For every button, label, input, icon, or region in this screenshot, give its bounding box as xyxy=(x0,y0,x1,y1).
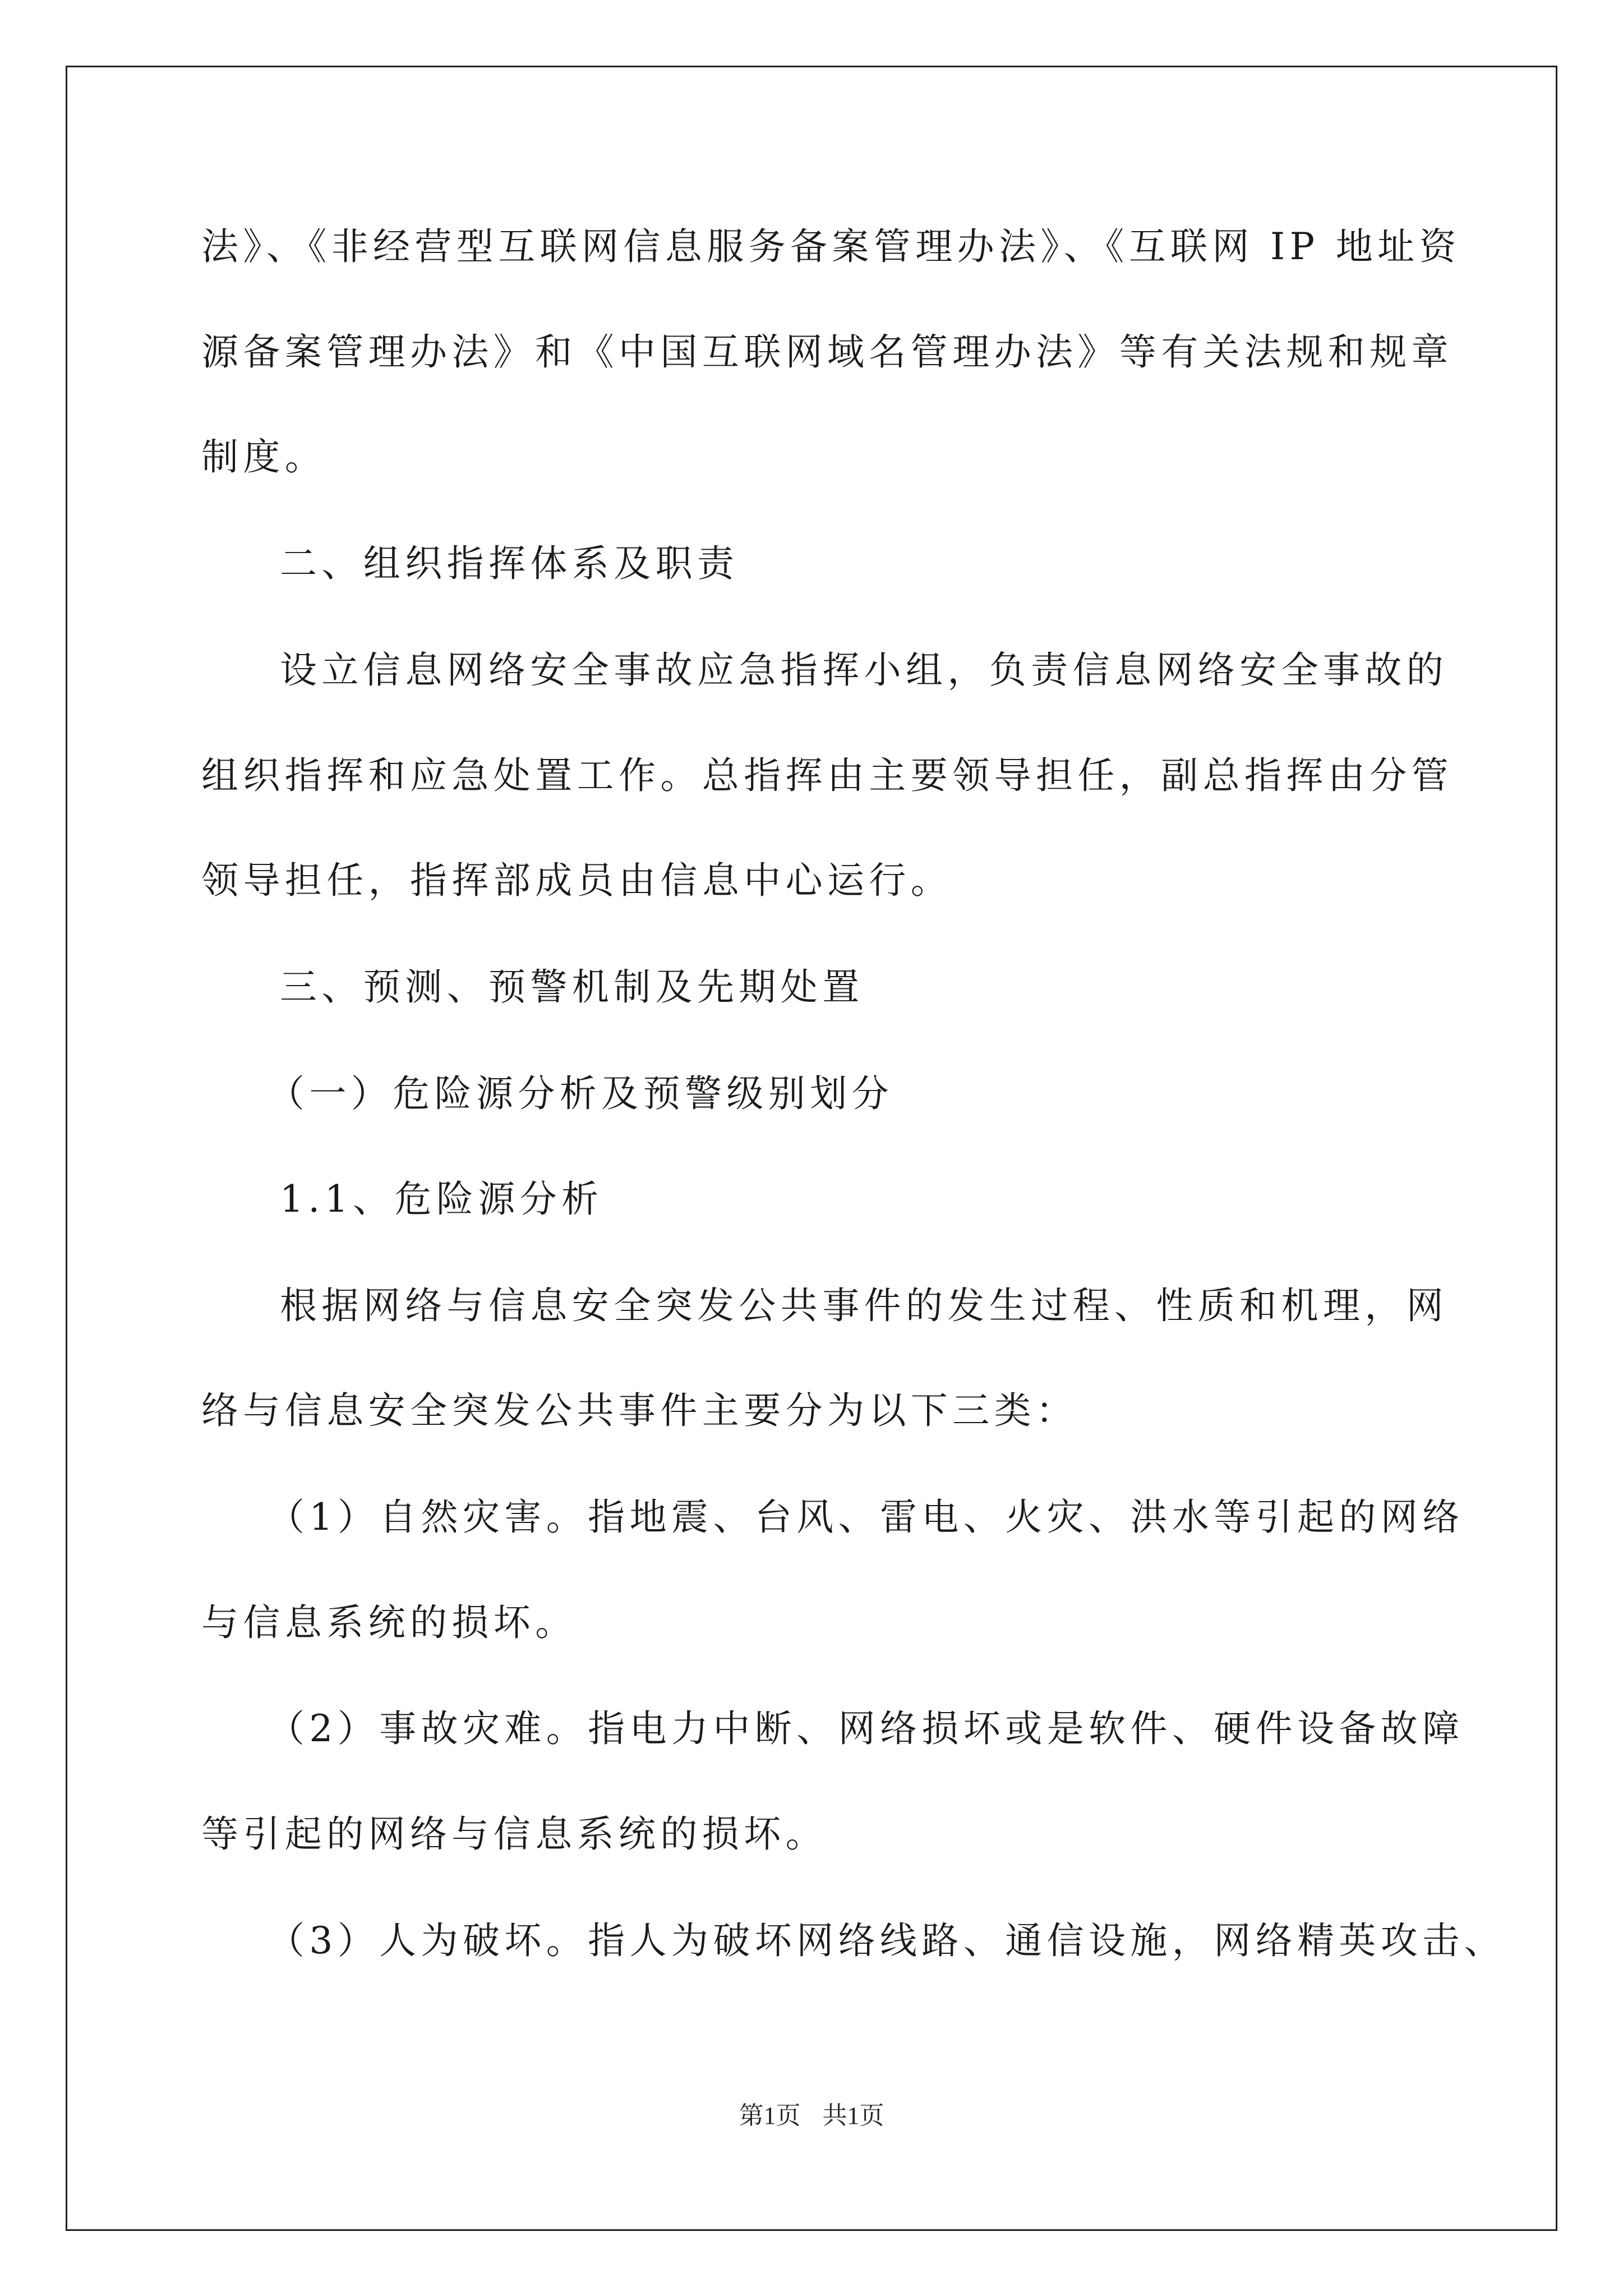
subsection-heading: （一）危险源分析及预警级别划分 xyxy=(268,1072,893,1115)
page-border xyxy=(66,66,1557,2231)
list-item-line: 与信息系统的损坏。 xyxy=(201,1601,577,1644)
subsection-heading: 1.1、危险源分析 xyxy=(280,1177,603,1221)
list-item-line: 等引起的网络与信息系统的损坏。 xyxy=(201,1812,827,1856)
page-total: 共1页 xyxy=(822,2102,884,2129)
page-number: 第1页 xyxy=(739,2102,801,2129)
page-footer xyxy=(0,2099,1623,2133)
paragraph-line: 组织指挥和应急处置工作。总指挥由主要领导担任，副总指挥由分管 xyxy=(201,754,1453,797)
paragraph-line: 领导担任，指挥部成员由信息中心运行。 xyxy=(201,859,953,902)
paragraph-line: 络与信息安全突发公共事件主要分为以下三类： xyxy=(201,1389,1078,1432)
paragraph-line: 制度。 xyxy=(201,435,327,478)
paragraph-line: 法》、《非经营型互联网信息服务备案管理办法》、《互联网 IP 地址资 xyxy=(201,225,1461,268)
section-heading: 二、组织指挥体系及职责 xyxy=(280,542,739,585)
list-item-line: （1）自然灾害。指地震、台风、雷电、火灾、洪水等引起的网络 xyxy=(268,1496,1464,1539)
list-item-line: （2）事故灾难。指电力中断、网络损坏或是软件、硬件设备故障 xyxy=(268,1707,1464,1750)
paragraph-line: 设立信息网络安全事故应急指挥小组，负责信息网络安全事故的 xyxy=(280,648,1449,692)
list-item-line: （3）人为破坏。指人为破坏网络线路、通信设施，网络精英攻击、 xyxy=(268,1919,1506,1962)
paragraph-line: 根据网络与信息安全突发公共事件的发生过程、性质和机理，网 xyxy=(280,1284,1449,1327)
section-heading: 三、预测、预警机制及先期处置 xyxy=(280,965,864,1009)
paragraph-line: 源备案管理办法》和《中国互联网域名管理办法》等有关法规和规章 xyxy=(201,330,1453,374)
